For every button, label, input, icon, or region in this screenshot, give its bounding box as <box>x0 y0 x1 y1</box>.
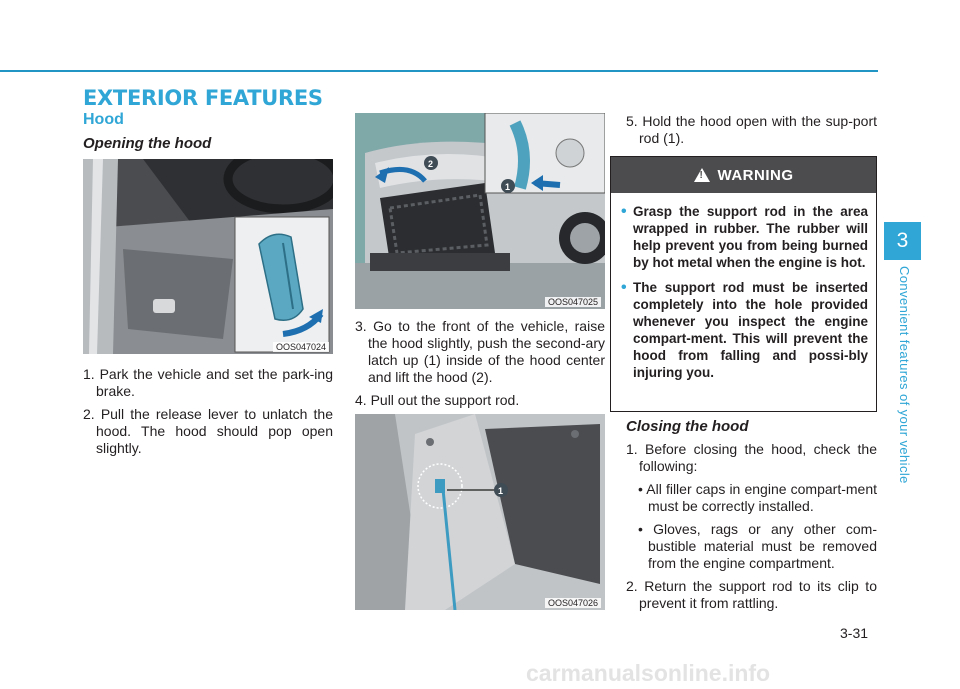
step-3: 3. Go to the front of the vehicle, raise the hood slightly, push the second-ary latch up (1) inside of the hood center and lift the hood (2). <box>355 318 605 385</box>
chapter-tab: 3 <box>884 222 921 260</box>
marker-1: 1 <box>498 486 504 496</box>
warning-item: • Grasp the support rod in the area wrapped in rubber. The rubber will help prevent you from being burned by hot metal when the engine is hot. <box>621 203 868 271</box>
column-middle-steps <box>355 318 605 415</box>
hood-heading: Hood <box>83 111 124 128</box>
step-1: 1. Park the vehicle and set the park-ing brake. <box>83 366 333 399</box>
warning-list <box>611 193 876 381</box>
figure-hood-release-lever <box>83 159 333 354</box>
top-rule <box>0 70 878 72</box>
figure-secondary-latch <box>355 113 605 309</box>
opening-heading: Opening the hood <box>83 135 212 152</box>
chapter-title: Convenient features of your vehicle <box>897 266 912 484</box>
secondary-latch-illustration <box>355 113 605 309</box>
marker-1: 1 <box>505 182 511 192</box>
column-right-closing <box>626 441 877 618</box>
figure-code: OOS047025 <box>545 297 601 307</box>
closing-bullet: • Gloves, rags or any other com-bustible material must be removed from the engine compartment. <box>638 521 877 571</box>
warning-box <box>610 156 877 412</box>
step-5: 5. Hold the hood open with the sup-port rod (1). <box>626 113 877 146</box>
warning-triangle-icon: ! <box>694 168 710 182</box>
step-4: 4. Pull out the support rod. <box>355 392 520 408</box>
warning-header <box>611 157 876 193</box>
step-2: 2. Pull the release lever to unlatch the hood. The hood should pop open slightly. <box>83 406 333 456</box>
closing-step-1: 1. Before closing the hood, check the following: <box>626 441 877 474</box>
figure-code: OOS047026 <box>545 598 601 608</box>
warning-title: WARNING <box>717 166 794 184</box>
closing-step-2: 2. Return the support rod to its clip to prevent it from rattling. <box>626 578 877 611</box>
column-right-step5 <box>626 113 877 153</box>
section-title: EXTERIOR FEATURES <box>83 86 323 110</box>
hood-release-lever-illustration <box>83 159 333 354</box>
figure-support-rod <box>355 414 605 610</box>
watermark: carmanualsonline.info <box>526 660 771 686</box>
marker-2: 2 <box>428 159 434 169</box>
figure-code: OOS047024 <box>273 342 329 352</box>
closing-heading: Closing the hood <box>626 418 749 435</box>
closing-bullet: • All filler caps in engine compart-ment must be correctly installed. <box>638 481 877 514</box>
page-number: 3-31 <box>840 625 869 641</box>
support-rod-illustration <box>355 414 605 610</box>
warning-item: • The support rod must be inserted completely into the hole provided whenever you inspect the engine compart-ment. This will prevent the hood from falling and possi-bly injuring you. <box>621 279 868 381</box>
column-left-steps <box>83 366 333 463</box>
